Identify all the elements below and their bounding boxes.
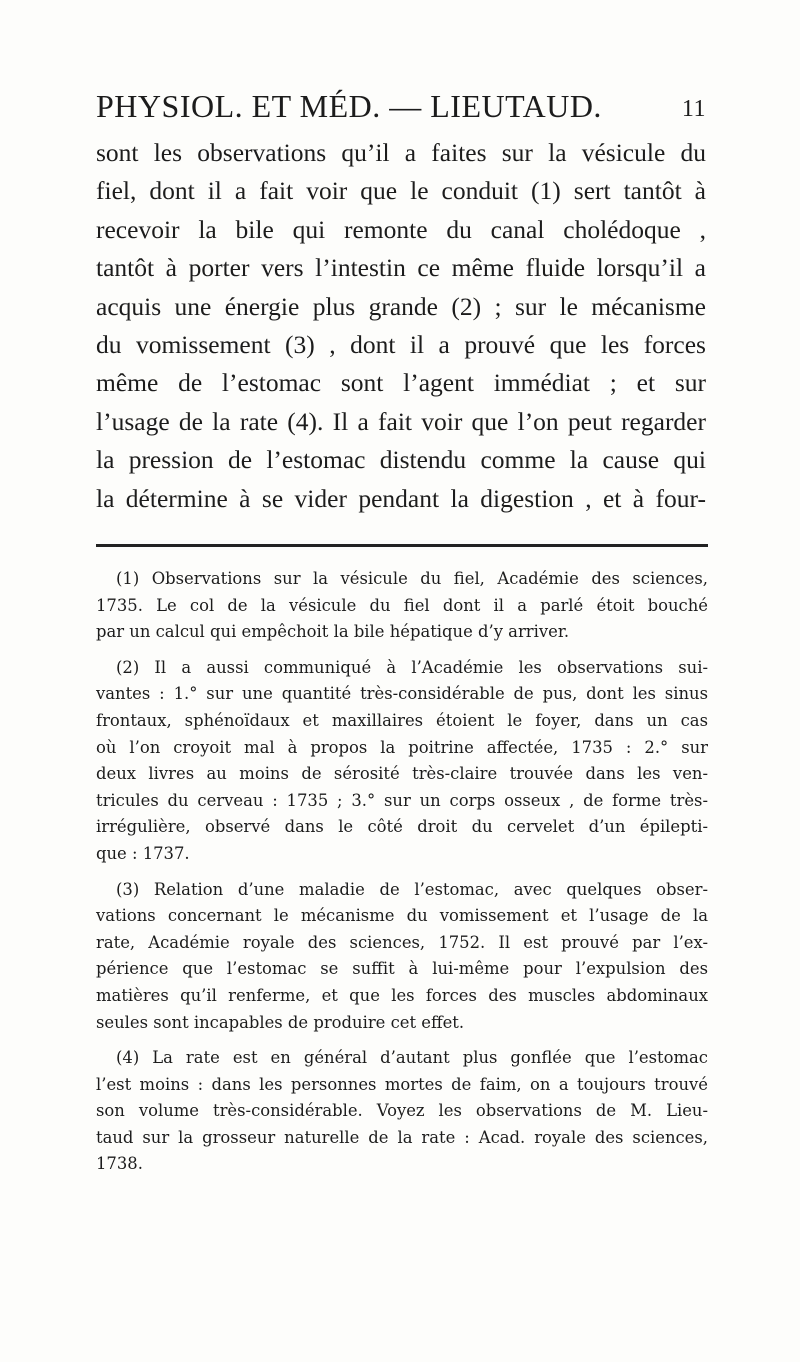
footnote-line: 1735. Le col de la vésicule du fiel dont il a parlé étoit bouché [96,595,708,615]
footnote-line: rate, Académie royale des sciences, 1752. Il est prouvé par l’ex- [96,932,708,952]
footnote-line: (2) Il a aussi communiqué à l’Académie les observations sui- [116,657,708,677]
text-line: la pression de l’estomac distendu comme la cause qui [96,445,706,475]
text-line: tantôt à porter vers l’intestin ce même fluide lorsqu’il a [96,253,706,283]
footnote-2 [96,655,708,868]
footnote-3 [96,877,708,1037]
footnote-line: taud sur la grosseur naturelle de la rate : Acad. royale des sciences, [96,1127,708,1147]
footnote-line: frontaux, sphénoïdaux et maxillaires étoient le foyer, dans un cas [96,710,708,730]
footnote-line: périence que l’estomac se suffit à lui-même pour l’expulsion des [96,959,708,979]
page-number: 11 [681,96,706,122]
text-line: même de l’estomac sont l’agent immédiat ; et sur [96,368,706,398]
main-text [96,134,706,518]
footnote-line: vations concernant le mécanisme du vomissement et l’usage de la [96,906,708,926]
footnote-line: tricules du cerveau : 1735 ; 3.° sur un corps osseux , de forme très- [96,790,708,810]
text-line: sont les observations qu’il a faites sur la vésicule du [96,138,706,167]
footnote-line: irrégulière, observé dans le côté droit du cervelet d’un épilepti- [96,817,708,837]
footnote-1 [96,566,708,646]
footnote-line: que : 1737. [96,843,190,863]
footnote-line: deux livres au moins de sérosité très-claire trouvée dans les ven- [96,764,708,784]
footnote-line: (4) La rate est en général d’autant plus gonflée que l’estomac [116,1048,708,1068]
text-line: l’usage de la rate (4). Il a fait voir que l’on peut regarder [96,406,706,436]
footnote-line: (3) Relation d’une maladie de l’estomac, avec quelques obser- [116,879,708,899]
footnote-line: seules sont incapables de produire cet effet. [96,1012,465,1032]
text-line: acquis une énergie plus grande (2) ; sur le mécanisme [96,291,706,321]
footnote-divider [96,544,708,547]
footnote-line: par un calcul qui empêchoit la bile hépatique d’y arriver. [96,622,570,642]
text-line: recevoir la bile qui remonte du canal cholédoque , [96,214,706,244]
footnote-4 [96,1045,708,1178]
text-line: la détermine à se vider pendant la digestion , et à four- [96,483,706,513]
footnotes [96,566,708,1187]
footnote-line: l’est moins : dans les personnes mortes de faim, on a toujours trouvé [96,1074,708,1094]
footnote-line: matières qu’il renferme, et que les forces des muscles abdominaux [96,985,708,1005]
text-line: fiel, dont il a fait voir que le conduit (1) sert tantôt à [96,176,706,206]
footnote-line: où l’on croyoit mal à propos la poitrine affectée, 1735 : 2.° sur [96,737,708,757]
footnote-line: vantes : 1.° sur une quantité très-considérable de pus, dont les sinus [96,684,708,704]
footnote-line: (1) Observations sur la vésicule du fiel, Académie des sciences, [116,569,708,588]
footnote-line: 1738. [96,1154,143,1174]
running-head-title: PHYSIOL. ET MÉD. — LIEUTAUD. [96,88,602,124]
running-head [96,88,706,125]
text-line: du vomissement (3) , dont il a prouvé que les forces [96,330,706,360]
footnote-line: son volume très-considérable. Voyez les observations de M. Lieu- [96,1101,708,1121]
